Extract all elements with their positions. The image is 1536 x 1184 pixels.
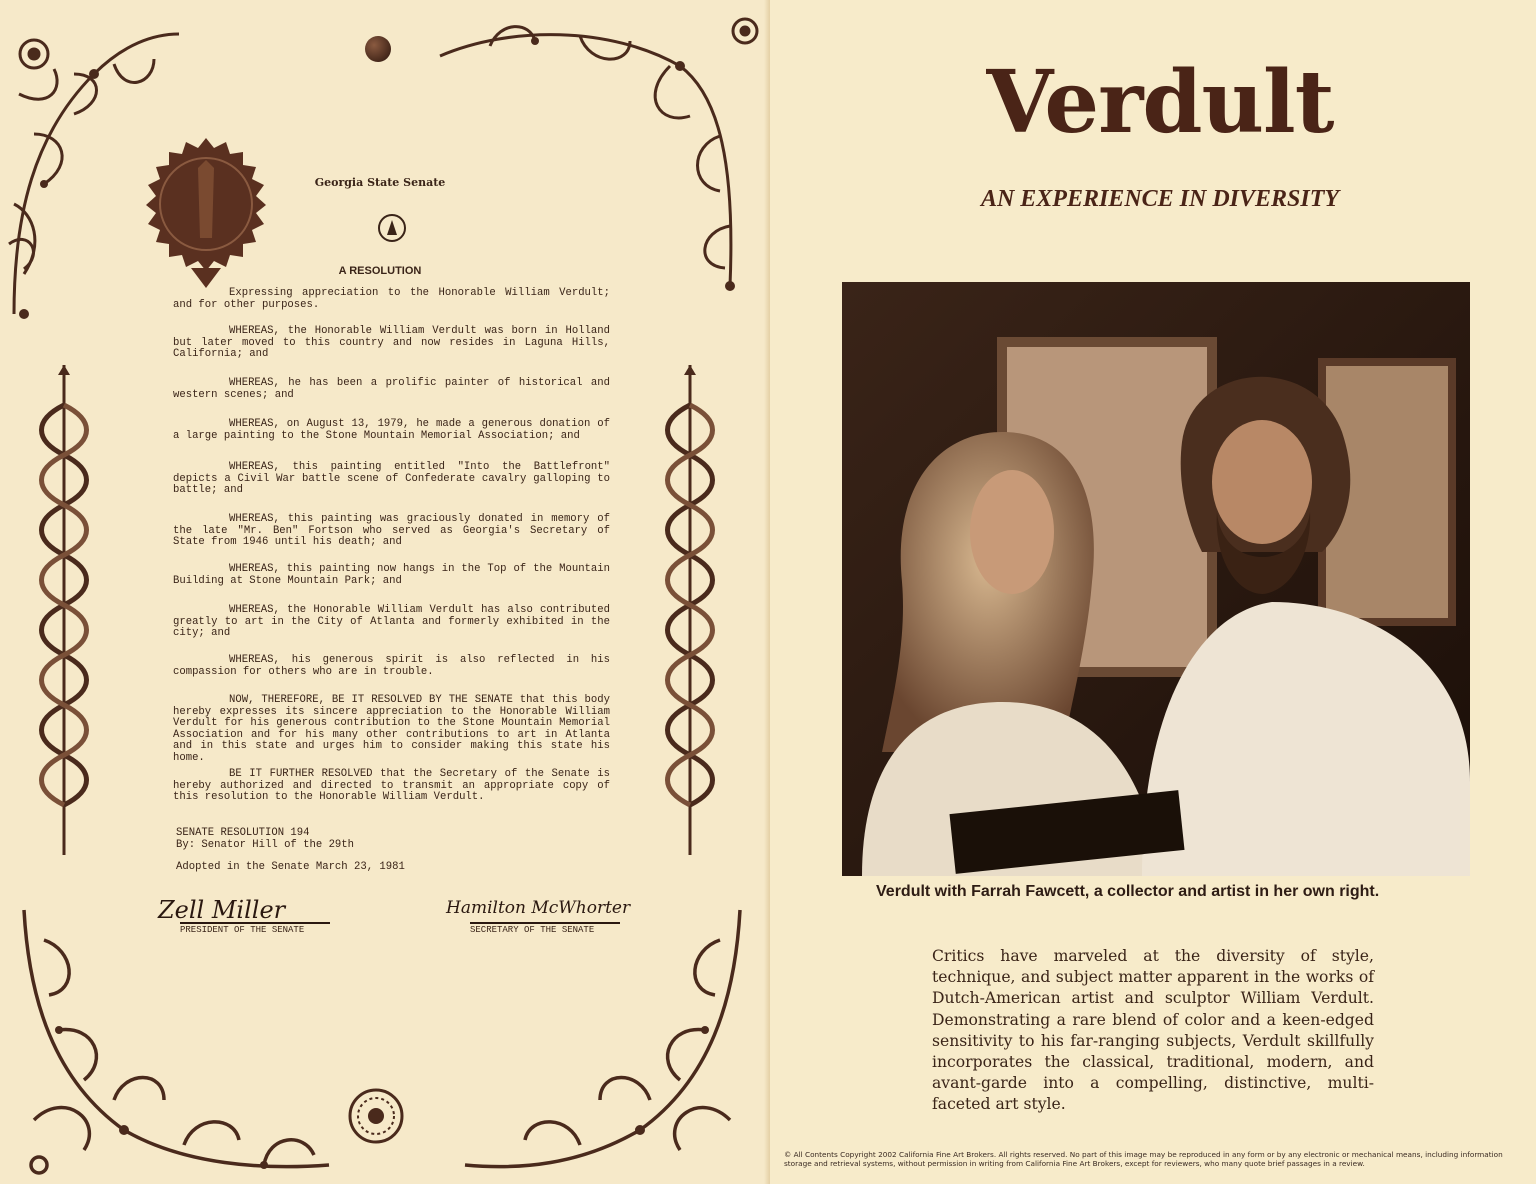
resolution-paragraph: BE IT FURTHER RESOLVED that the Secretary of the Senate is hereby authorized and directed to transmit an appropriate copy of this resolution to the Honorable William Verdult. [173,768,610,803]
resolution-paragraph: WHEREAS, the Honorable William Verdult has also contributed greatly to art in the City of Atlanta and formerly exhibited in the city; and [173,604,610,639]
resolution-paragraph: Expressing appreciation to the Honorable William Verdult; and for other purposes. [173,287,610,311]
resolution-paragraph: WHEREAS, the Honorable William Verdult was born in Holland but later moved to this country and now resides in Laguna Hills, California; and [173,325,610,360]
bottom-left-vine-ornament-icon [14,900,334,1180]
small-senate-emblem-icon [377,213,407,248]
secretary-signature: Hamilton McWhorter [446,898,631,918]
resolution-paragraph: WHEREAS, his generous spirit is also reflected in his compassion for others who are in trouble. [173,654,610,678]
brochure-page [770,0,1536,1184]
senate-seal-icon [136,138,276,288]
right-helix-spear-ornament-icon [660,365,720,855]
medallion-ornament-icon [348,1088,404,1149]
bottom-right-vine-ornament-icon [460,900,750,1180]
photo-caption: Verdult with Farrah Fawcett, a collector and artist in her own right. [876,883,1380,900]
brochure-title: Verdult [986,52,1334,153]
president-title: PRESIDENT OF THE SENATE [180,925,305,935]
president-signature: Zell Miller [158,896,286,924]
resolution-paragraph: WHEREAS, he has been a prolific painter of historical and western scenes; and [173,377,610,401]
adoption-date: Adopted in the Senate March 23, 1981 [176,861,405,873]
resolution-number: SENATE RESOLUTION 194 [176,827,310,839]
resolution-paragraph: NOW, THEREFORE, BE IT RESOLVED BY THE SENATE that this body hereby expresses its sincere appreciation to the Honorable William Verdult for his generous contribution to the Stone Mountain Memorial Association and for his many other contributions to art in Atlanta and in this state and urges him to consider making this state his home. [173,694,610,764]
resolution-paragraph: WHEREAS, this painting now hangs in the Top of the Mountain Building at Stone Mountain Park; and [173,563,610,587]
resolution-paragraph: WHEREAS, on August 13, 1979, he made a generous donation of a large painting to the Stone Mountain Memorial Association; and [173,418,610,442]
brochure-subtitle: AN EXPERIENCE IN DIVERSITY [980,186,1340,212]
brochure-body-text: Critics have marveled at the diversity of style, technique, and subject matter apparent in the works of Dutch-American artist and sculptor William Verdult. Demonstrating a rare blend of color and a keen-edged sensitivity to his far-ranging subjects, Verdult skillfully incorporates the classical, traditional, modern, and avant-garde into a compelling, distinctive, multi-faceted art style. [932,947,1374,1114]
copyright-notice: © All Contents Copyright 2002 California Fine Art Brokers. All rights reserved. No part of this image may be reproduced in any form or by any electronic or mechanical means, including information storage and retrieval systems, without permission in writing from California Fine Art Brokers, except for reviewers, who many quote brief passages in a review. [784,1150,1503,1169]
left-helix-spear-ornament-icon [34,365,94,855]
senate-name: Georgia State Senate [314,176,446,189]
secretary-title: SECRETARY OF THE SENATE [470,925,595,935]
resolution-heading: A RESOLUTION [338,265,422,277]
resolution-paragraph: WHEREAS, this painting entitled "Into the Battlefront" depicts a Civil War battle scene of Confederate cavalry galloping to battle; and [173,461,610,496]
resolution-sponsor: By: Senator Hill of the 29th [176,839,355,851]
top-right-vine-ornament-icon [430,6,760,306]
resolution-paragraph: WHEREAS, this painting was graciously donated in memory of the late "Mr. Ben" Fortson who served as Georgia's Secretary of State from 1946 until his death; and [173,513,610,548]
portrait-photo [842,282,1470,876]
bead-ornament-icon [365,36,391,62]
